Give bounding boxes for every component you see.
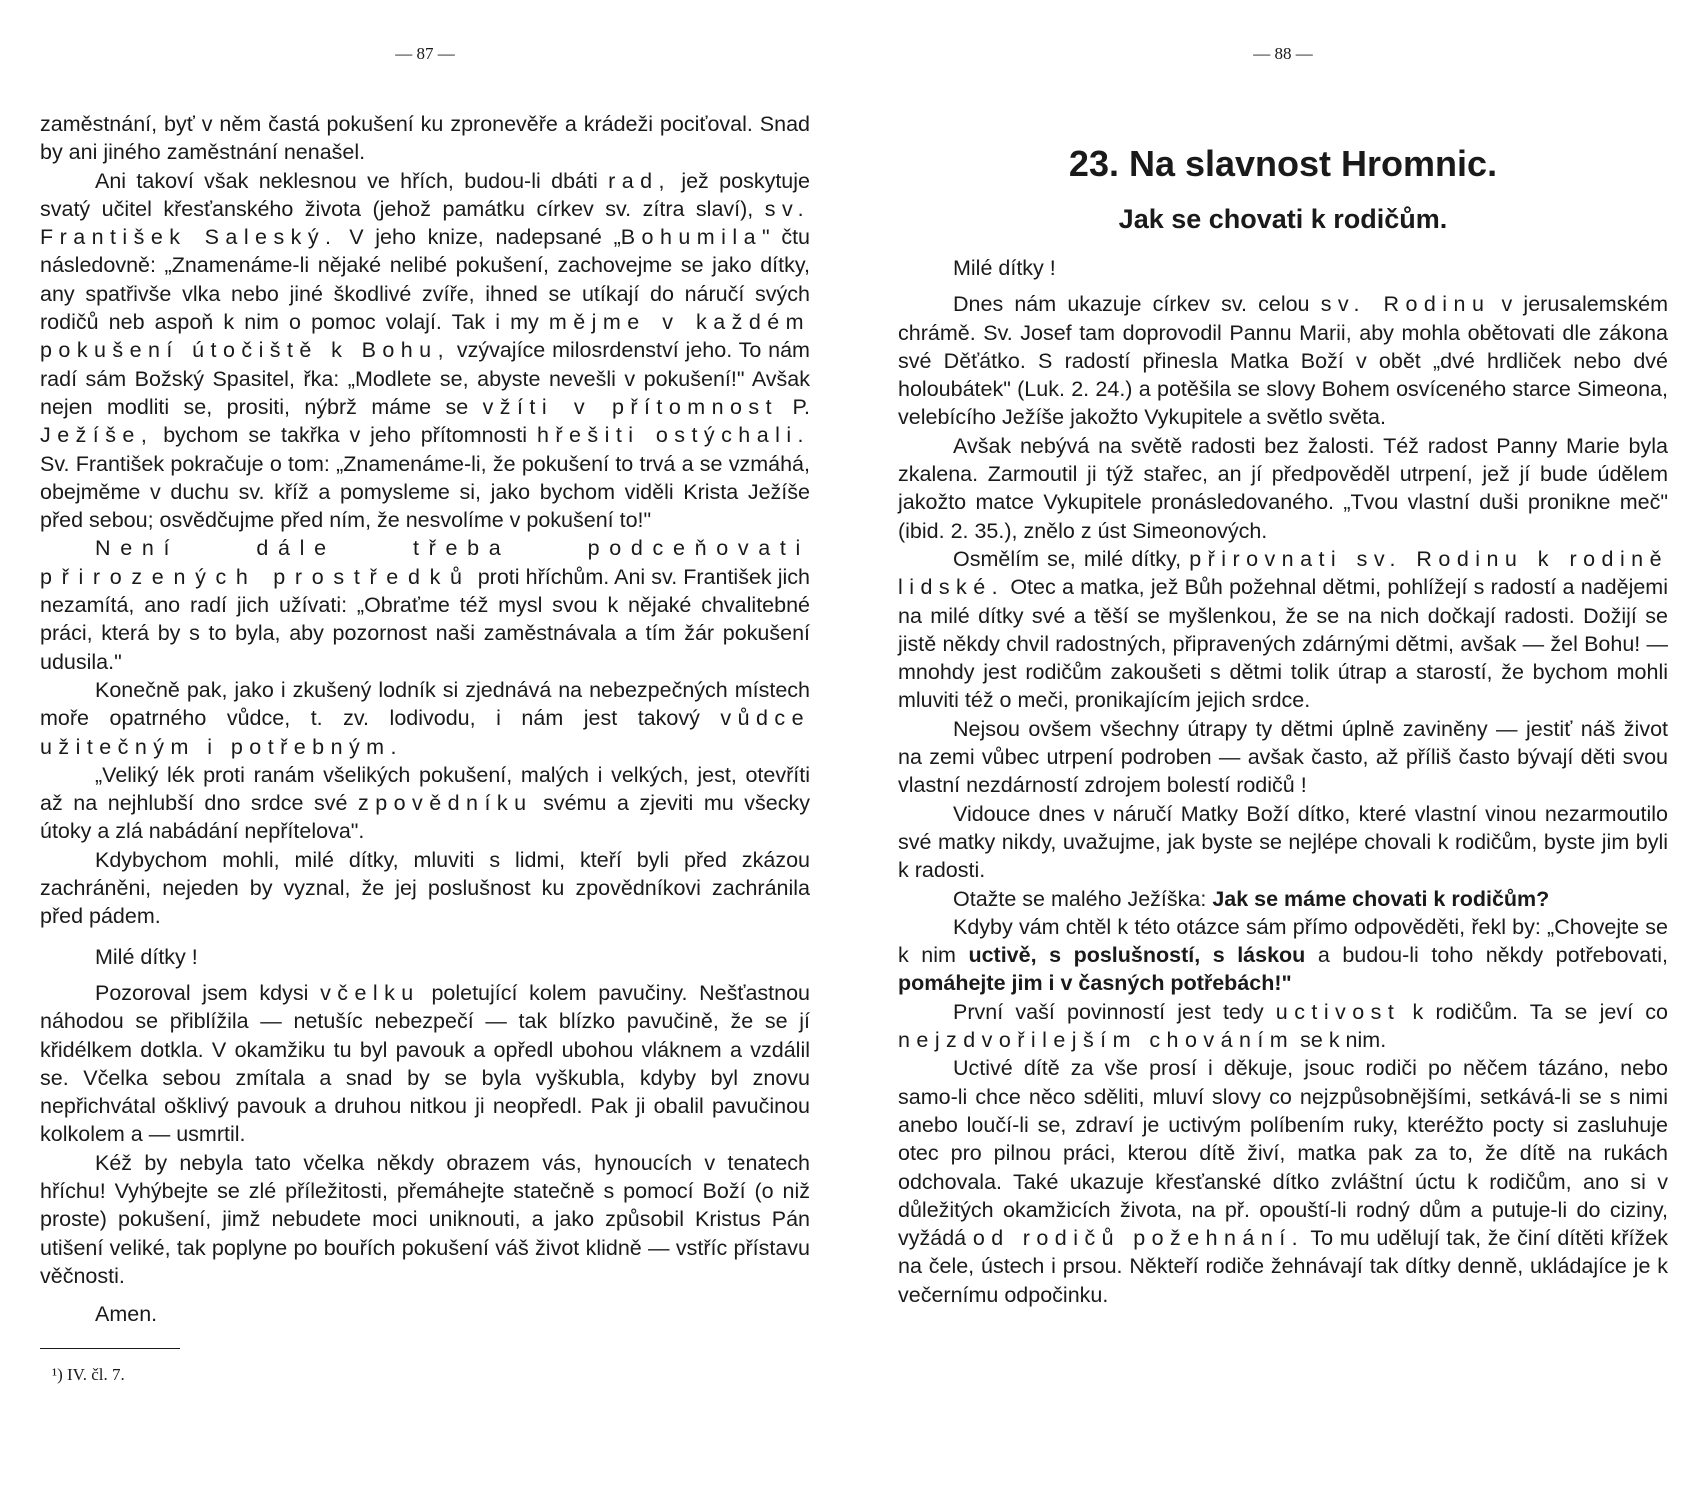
paragraph <box>40 676 810 761</box>
text-run: Vidouce dnes v náručí Matky Boží dítko, které vlastní vinou nezarmoutilo své matky nikdy, uvažujme, jak byste se nejlépe chovali k rodičům, byste jim byli k radosti. <box>898 801 1668 883</box>
paragraph <box>898 1054 1668 1309</box>
spaced-text: včelku <box>320 980 420 1005</box>
text-run: proti hříchům. Ani sv. František jich nezamítá, ano radí jich užívati: „Obraťme též mysl svou k nějaké chvalitebné práci, která by s to byla, aby pozornost naši zaměstnávala a tím žár pokušení udusila." <box>40 564 810 674</box>
text-run: P. <box>792 394 810 419</box>
page-number-left: — 87 — <box>395 44 455 63</box>
text-run: Dnes nám ukazuje církev sv. celou <box>953 292 1310 317</box>
text-run: Uctivé dítě za vše prosí i děkuje, jsouc rodiči po něčem tázáno, nebo samo-li chce něco sděliti, mluví slovy co nejzpůsobnějšími, setkává-li se s nimi anebo loučí-li se, zdraví je uctivým políbením ruky, kteréžto pocty si zasluhuje otec pro pilnou práci, kterou dítě živí, matka pak za to, že dítě na rukách odchovala. Také ukazuje křesťanské dítko zvláštní úctu k rodičům, ano si v důležitých okamžicích života, na př. opouští-li rodný dům a putuje-li do ciziny, vyžádá <box>898 1056 1668 1251</box>
amen: Amen. <box>95 1302 158 1327</box>
paragraph <box>898 998 1668 1055</box>
text-run: Kdyby vám chtěl k této otázce sám přímo odpověděti, řekl by: „Chovejte se k nim <box>898 914 1668 968</box>
spaced-text: sv. Rodinu <box>1320 292 1491 317</box>
chapter-subtitle: Jak se chovati k rodičům. <box>1118 204 1448 234</box>
paragraph <box>40 761 810 846</box>
text-run: bychom se takřka v jeho přítomnosti <box>163 423 528 448</box>
spaced-text: vůdce užitečným i potřebným. <box>40 706 810 759</box>
text-run: svému a zjeviti mu všecky útoky a zlá nabádání nepřítelova". <box>40 791 810 844</box>
spaced-text: nejzdvořilejším chováním <box>898 1028 1295 1053</box>
paragraph <box>898 545 1668 715</box>
text-run: Kéž by nebyla tato včelka někdy obrazem vás, hynoucích v tenatech hříchu! Vyhýbejte se zlé příležitosti, přemáhejte statečně s pomocí Boží (o niž proste) pokušení, jimž nebudete moci uniknouti, a jako způsobil Kristus Pán utišení veliké, tak poplyne po bouřích pokušení váš život klidně — vstříc přístavu věčnosti. <box>40 1150 810 1288</box>
paragraph <box>40 979 810 1149</box>
paragraph <box>898 432 1668 545</box>
text-run: zaměstnání, byť v něm častá pokušení ku zpronevěře a krádeži pociťoval. Snad by ani jiného zaměstnání nenašel. <box>40 112 810 165</box>
paragraph <box>40 846 810 931</box>
page-number-right: — 88 — <box>1253 44 1313 63</box>
spaced-text: Není dále třeba podceňovati přirozených prostředků <box>40 536 810 589</box>
paragraph <box>40 534 810 675</box>
text-run: jež poskytuje svatý učitel křesťanského života (jehož památku církev sv. zítra slaví), <box>40 168 810 221</box>
text-run: v jerusalemském chrámě. Sv. Josef tam doprovodil Pannu Marii, aby mohla obětovati dle zákona své Děťátko. S radostí přinesla Matka Boží v obět „dvé hrdliček nebo dvé holoubátek" (Luk. 2. 24.) a potěšila se slovy Bohem osvíceného starce Simeona, velebícího Ježíše jakožto Vykupitele a světlo světa. <box>898 292 1668 430</box>
spaced-text: od rodičů požehnání. <box>972 1226 1305 1251</box>
text-run: " čtu následovně: „Znamenáme-li nějaké nelibé pokušení, zachovejme se jako dítky, any spatřivše vlka nebo jiné škodlivé zvíře, ihned se utíkají do náručí svých rodičů neb aspoň k nim o pomoc volají. Tak i my <box>40 225 811 335</box>
spaced-text: Ježíše, <box>40 423 154 448</box>
salutation-left: Milé dítky ! <box>95 944 198 969</box>
left-page-text <box>40 110 810 1390</box>
text-run: poletující kolem pavučiny. Nešťastnou náhodou se přiblížila — netušíc nebezpečí — tak blízko pavučině, že se jí křidélkem dotkla. V okamžiku tu byl pavouk a opředl ubohou vláknem a vzdálil se. Včelka sebou zmítala a snad by se byla vyškubla, kdyby byl znovu nepřichvátal ošklivý pavouk a druhou nitkou ji neopředl. Pak ji obalil pavučinou kolkolem a — usmrtil. <box>40 980 810 1147</box>
text-run: Konečně pak, jako i zkušený lodník si zjednává na nebezpečných místech moře opatrného vůdce, t. zv. lodivodu, i nám jest takový <box>40 677 810 731</box>
spaced-text: přirovnati sv. Rodinu k rodině lidské. <box>898 546 1668 600</box>
text-run: k rodičům. Ta se jeví co <box>1412 999 1668 1024</box>
bold-text: uctivě, s poslušností, s láskou <box>968 943 1306 968</box>
spaced-text: mějme v každém pokušení útočiště k Bohu, <box>40 310 810 363</box>
right-page-text <box>898 142 1668 1309</box>
bold-text: pomáhejte jim i v časných potřebách!" <box>898 971 1292 996</box>
spaced-text: zpovědníku <box>358 791 533 816</box>
text-run: To mu udělují tak, že činí dítěti křížek na čele, ústech i prsou. Někteří rodiče žehnávají tak dítky denně, ukládajíce je k večernímu odpočinku. <box>898 1226 1668 1307</box>
text-run: Osmělím se, milé dítky, <box>953 546 1182 571</box>
chapter-title: 23. Na slavnost Hromnic. <box>1068 143 1498 184</box>
paragraph <box>898 715 1668 800</box>
text-run: a budou-li toho někdy potřebovati, <box>1317 943 1668 968</box>
spaced-text: vžíti v přítomnost <box>482 394 779 419</box>
text-run: „Veliký lék proti ranám všelikých pokušení, malých i velkých, jest, otevříti až na nejhlubší dno srdce své <box>40 762 810 816</box>
text-run: Kdybychom mohli, milé dítky, mluviti s lidmi, kteří byli před zkázou zachráněni, nejeden by vyznal, že jej poslušnost ku zpovědníkovi zachránila před pádem. <box>40 847 810 929</box>
paragraph <box>40 110 810 167</box>
spaced-text: hřešiti ostýchali. <box>536 423 810 448</box>
spaced-text: Bohumila <box>620 225 762 250</box>
text-run: V jeho knize, nadepsané „ <box>349 225 621 250</box>
text-run: Ani takoví však neklesnou ve hřích, budou-li dbáti <box>95 168 598 193</box>
salutation-right: Milé dítky ! <box>953 256 1056 280</box>
text-run: Otažte se malého Ježíška: <box>953 886 1207 911</box>
text-run: Sv. František pokračuje o tom: „Znamenáme-li, že pokušení to trvá a se vzmáhá, obejměme v duchu sv. kříž a pomysleme si, jako bychom viděli Krista Ježíše před sebou; osvědčujme před ním, že nesvolíme v pokušení to!" <box>40 451 810 533</box>
paragraph <box>898 290 1668 431</box>
text-run: Avšak nebývá na světě radosti bez žalosti. Též radost Panny Marie byla zkalena. Zarmoutil ji týž stařec, an jí předpověděl utrpení, jež jí bude údělem jakožto matce Vykupitele pronásledovaného. „Tvou vlastní duši pronikne meč" (ibid. 2. 35.), znělo z úst Simeonových. <box>898 433 1668 543</box>
paragraph <box>898 885 1668 913</box>
footnote-rule <box>40 1348 180 1349</box>
text-run: Pozoroval jsem kdysi <box>95 980 309 1005</box>
paragraph <box>898 913 1668 998</box>
paragraph <box>40 167 810 535</box>
text-run: se k nim. <box>1300 1028 1387 1053</box>
right-page <box>898 0 1668 1500</box>
bold-text: Jak se máme chovati k rodičům? <box>1212 886 1550 911</box>
spaced-text: uctivost <box>1275 999 1401 1024</box>
spaced-text: rad, <box>608 168 671 193</box>
left-page <box>40 0 810 1500</box>
paragraph <box>898 800 1668 885</box>
text-run: vzývajíce milosrdenství jeho. To nám radí sám Božský Spasitel, řka: „Modlete se, abyste nevešli v pokušení!" Avšak nejen modliti se, prositi, nýbrž máme se <box>40 338 810 419</box>
footnote: ¹) IV. čl. 7. <box>52 1365 125 1385</box>
text-run: První vaší povinností jest tedy <box>953 999 1264 1024</box>
text-run: Otec a matka, jež Bůh požehnal dětmi, pohlížejí s radostí a nadějemi na milé dítky své a těší se myšlenkou, že se na nich dočkají radosti. Dožijí se jistě někdy chvil radostných, připravených zdárnými dětmi, avšak — žel Bohu! — mnohdy jest rodičům zakoušeti s dětmi tolik útrap a starostí, že bychom mohli mluviti též o meči, pronikajícím jejich srdce. <box>898 575 1668 713</box>
text-run: Nejsou ovšem všechny útrapy ty dětmi úplně zaviněny — jestiť náš život na zemi vůbec utrpení podroben — avšak často, až příliš často bývají děti svou vlastní nezdárností zdrojem bolestí rodičů ! <box>898 716 1668 798</box>
spaced-text: sv. František Saleský. <box>40 196 811 250</box>
paragraph <box>40 1149 810 1290</box>
